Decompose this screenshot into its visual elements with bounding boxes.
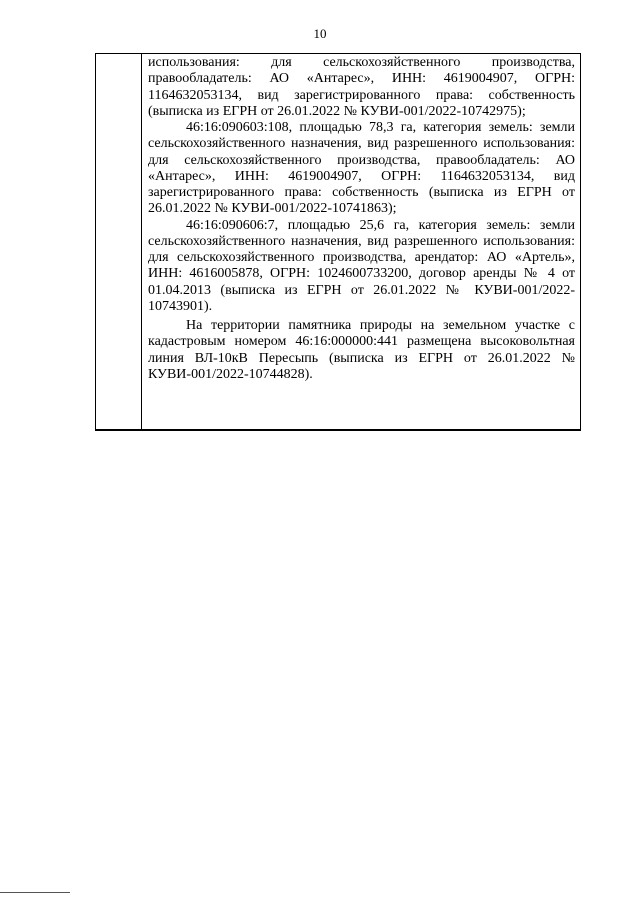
- paragraph-parcel-090603-108: 46:16:090603:108, площадью 78,3 га, категория земель: земли сельскохозяйственного назначения, вид разрешенного использования: для сельскохозяйственного производства, правообладатель: АО «Антарес», ИНН: 4619004907, ОГРН: 1164632053134, вид зарегистрированного права: собственность (выписка из ЕГРН от 26.01.2022 № КУВИ-001/2022-10741863);: [148, 120, 575, 217]
- page-number: 10: [313, 26, 327, 41]
- table-right-column: [148, 55, 575, 383]
- scan-edge-line: [0, 892, 70, 893]
- paragraph-parcel-090606-7: 46:16:090606:7, площадью 25,6 га, категория земель: земли сельскохозяйственного назначения, вид разрешенного использования: для сельскохозяйственного производства, арендатор: АО «Артель», ИНН: 4616005878, ОГРН: 1024600733200, договор аренды № 4 от 01.04.2013 (выписка из ЕГРН от 26.01.2022 № КУВИ-001/2022-10743901).: [148, 217, 575, 314]
- paragraph-continuation: использования: для сельскохозяйственного производства, правообладатель: АО «Антарес», ИНН: 4619004907, ОГРН: 1164632053134, вид зарегистрированного права: собственность (выписка из ЕГРН от 26.01.2022 № КУВИ-001/2022-10742975);: [148, 55, 575, 119]
- document-table: [95, 53, 581, 431]
- table-left-column: [96, 54, 142, 429]
- paragraph-power-line: На территории памятника природы на земельном участке с кадастровым номером 46:16:000000:441 размещена высоковольтная линия ВЛ-10кВ Пересыпь (выписка из ЕГРН от 26.01.2022 № КУВИ-001/2022-10744828).: [148, 318, 575, 382]
